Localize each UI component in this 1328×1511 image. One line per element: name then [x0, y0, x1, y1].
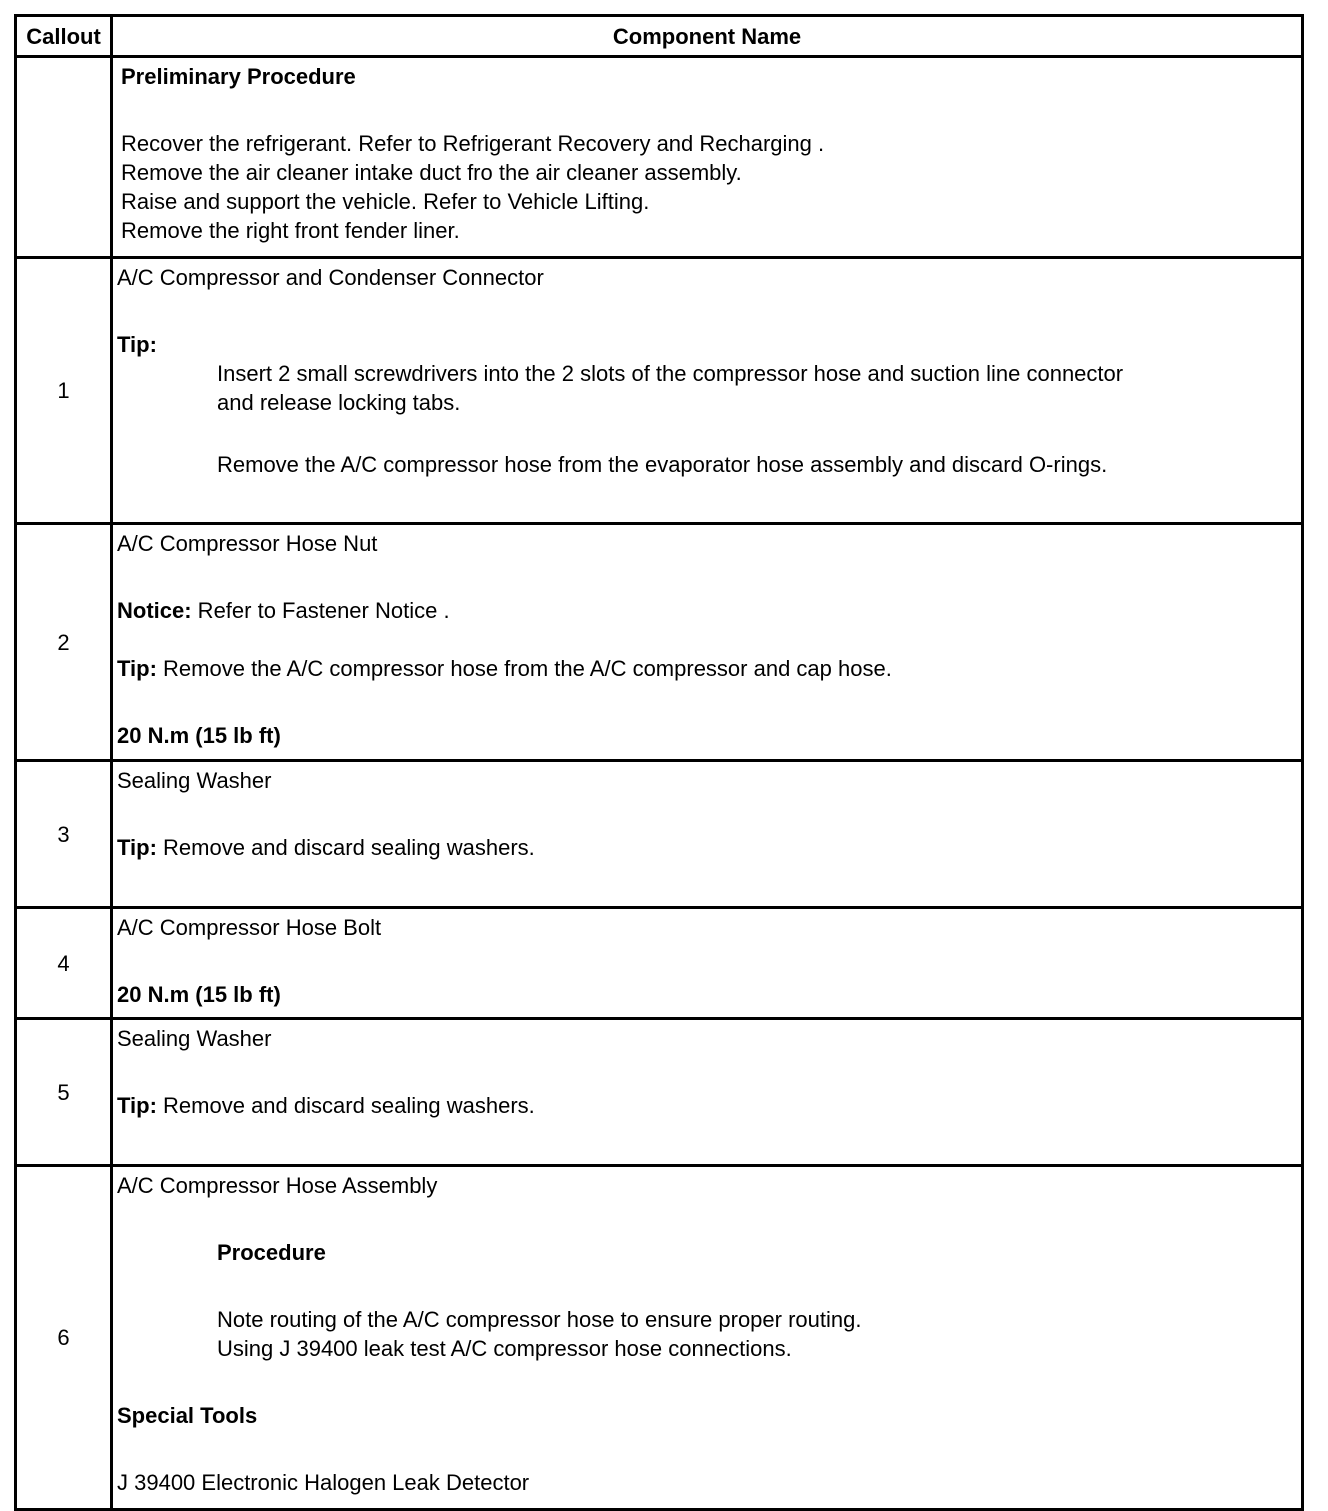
tip-label: Tip: — [117, 656, 157, 681]
preliminary-cell — [112, 57, 1303, 258]
callout-number: 1 — [16, 258, 112, 524]
component-name: Sealing Washer — [117, 1026, 272, 1051]
component-name: A/C Compressor Hose Assembly — [117, 1173, 438, 1198]
callout-number: 6 — [16, 1166, 112, 1510]
header-row — [16, 16, 1303, 57]
tip-label: Tip: — [117, 332, 157, 357]
table-row — [16, 1019, 1303, 1166]
table-row — [16, 761, 1303, 908]
procedure-label: Procedure — [217, 1240, 326, 1265]
tip-line: and release locking tabs. — [217, 390, 461, 415]
notice-text: Refer to Fastener Notice . — [191, 598, 450, 623]
component-cell — [112, 908, 1303, 1019]
table-row — [16, 524, 1303, 761]
preliminary-step: Raise and support the vehicle. Refer to Vehicle Lifting. — [121, 189, 650, 214]
tip-line — [117, 1091, 1295, 1120]
callout-number: 2 — [16, 524, 112, 761]
callout-number: 3 — [16, 761, 112, 908]
tip-label: Tip: — [117, 835, 157, 860]
table-row — [16, 258, 1303, 524]
table-row — [16, 908, 1303, 1019]
callout-number: 4 — [16, 908, 112, 1019]
component-cell — [112, 761, 1303, 908]
procedure-step: Note routing of the A/C compressor hose to ensure proper routing. — [217, 1307, 862, 1332]
preliminary-row — [16, 57, 1303, 258]
component-cell — [112, 1166, 1303, 1510]
torque-spec: 20 N.m (15 lb ft) — [117, 723, 281, 748]
tip-text: Remove and discard sealing washers. — [156, 835, 535, 860]
special-tools-text: J 39400 Electronic Halogen Leak Detector — [117, 1470, 530, 1495]
preliminary-callout — [16, 57, 112, 258]
notice-line — [117, 596, 1295, 625]
callout-number: 5 — [16, 1019, 112, 1166]
torque-spec: 20 N.m (15 lb ft) — [117, 982, 281, 1007]
tip-text: Remove the A/C compressor hose from the A/C compressor and cap hose. — [156, 656, 892, 681]
header-callout: Callout — [16, 16, 112, 57]
component-cell — [112, 258, 1303, 524]
tip-line: Insert 2 small screwdrivers into the 2 slots of the compressor hose and suction line connector — [217, 361, 1124, 386]
component-name: A/C Compressor Hose Nut — [117, 531, 378, 556]
notice-label: Notice: — [117, 598, 192, 623]
tip-line: Remove the A/C compressor hose from the evaporator hose assembly and discard O-rings. — [217, 452, 1108, 477]
preliminary-step: Remove the air cleaner intake duct fro the air cleaner assembly. — [121, 160, 742, 185]
tip-line — [117, 654, 1295, 683]
header-component-name: Component Name — [112, 16, 1303, 57]
tip-label: Tip: — [117, 1093, 157, 1118]
component-name: Sealing Washer — [117, 768, 272, 793]
table-row — [16, 1166, 1303, 1510]
component-name: A/C Compressor Hose Bolt — [117, 915, 382, 940]
component-cell — [112, 1019, 1303, 1166]
procedure-step: Using J 39400 leak test A/C compressor hose connections. — [217, 1336, 792, 1361]
tip-text: Remove and discard sealing washers. — [156, 1093, 535, 1118]
component-cell — [112, 524, 1303, 761]
special-tools-label: Special Tools — [117, 1403, 258, 1428]
preliminary-step: Recover the refrigerant. Refer to Refrigerant Recovery and Recharging . — [121, 131, 825, 156]
component-name: A/C Compressor and Condenser Connector — [117, 265, 544, 290]
tip-line — [117, 833, 1295, 862]
preliminary-title: Preliminary Procedure — [121, 64, 356, 89]
preliminary-step: Remove the right front fender liner. — [121, 218, 460, 243]
component-table — [14, 14, 1304, 1511]
